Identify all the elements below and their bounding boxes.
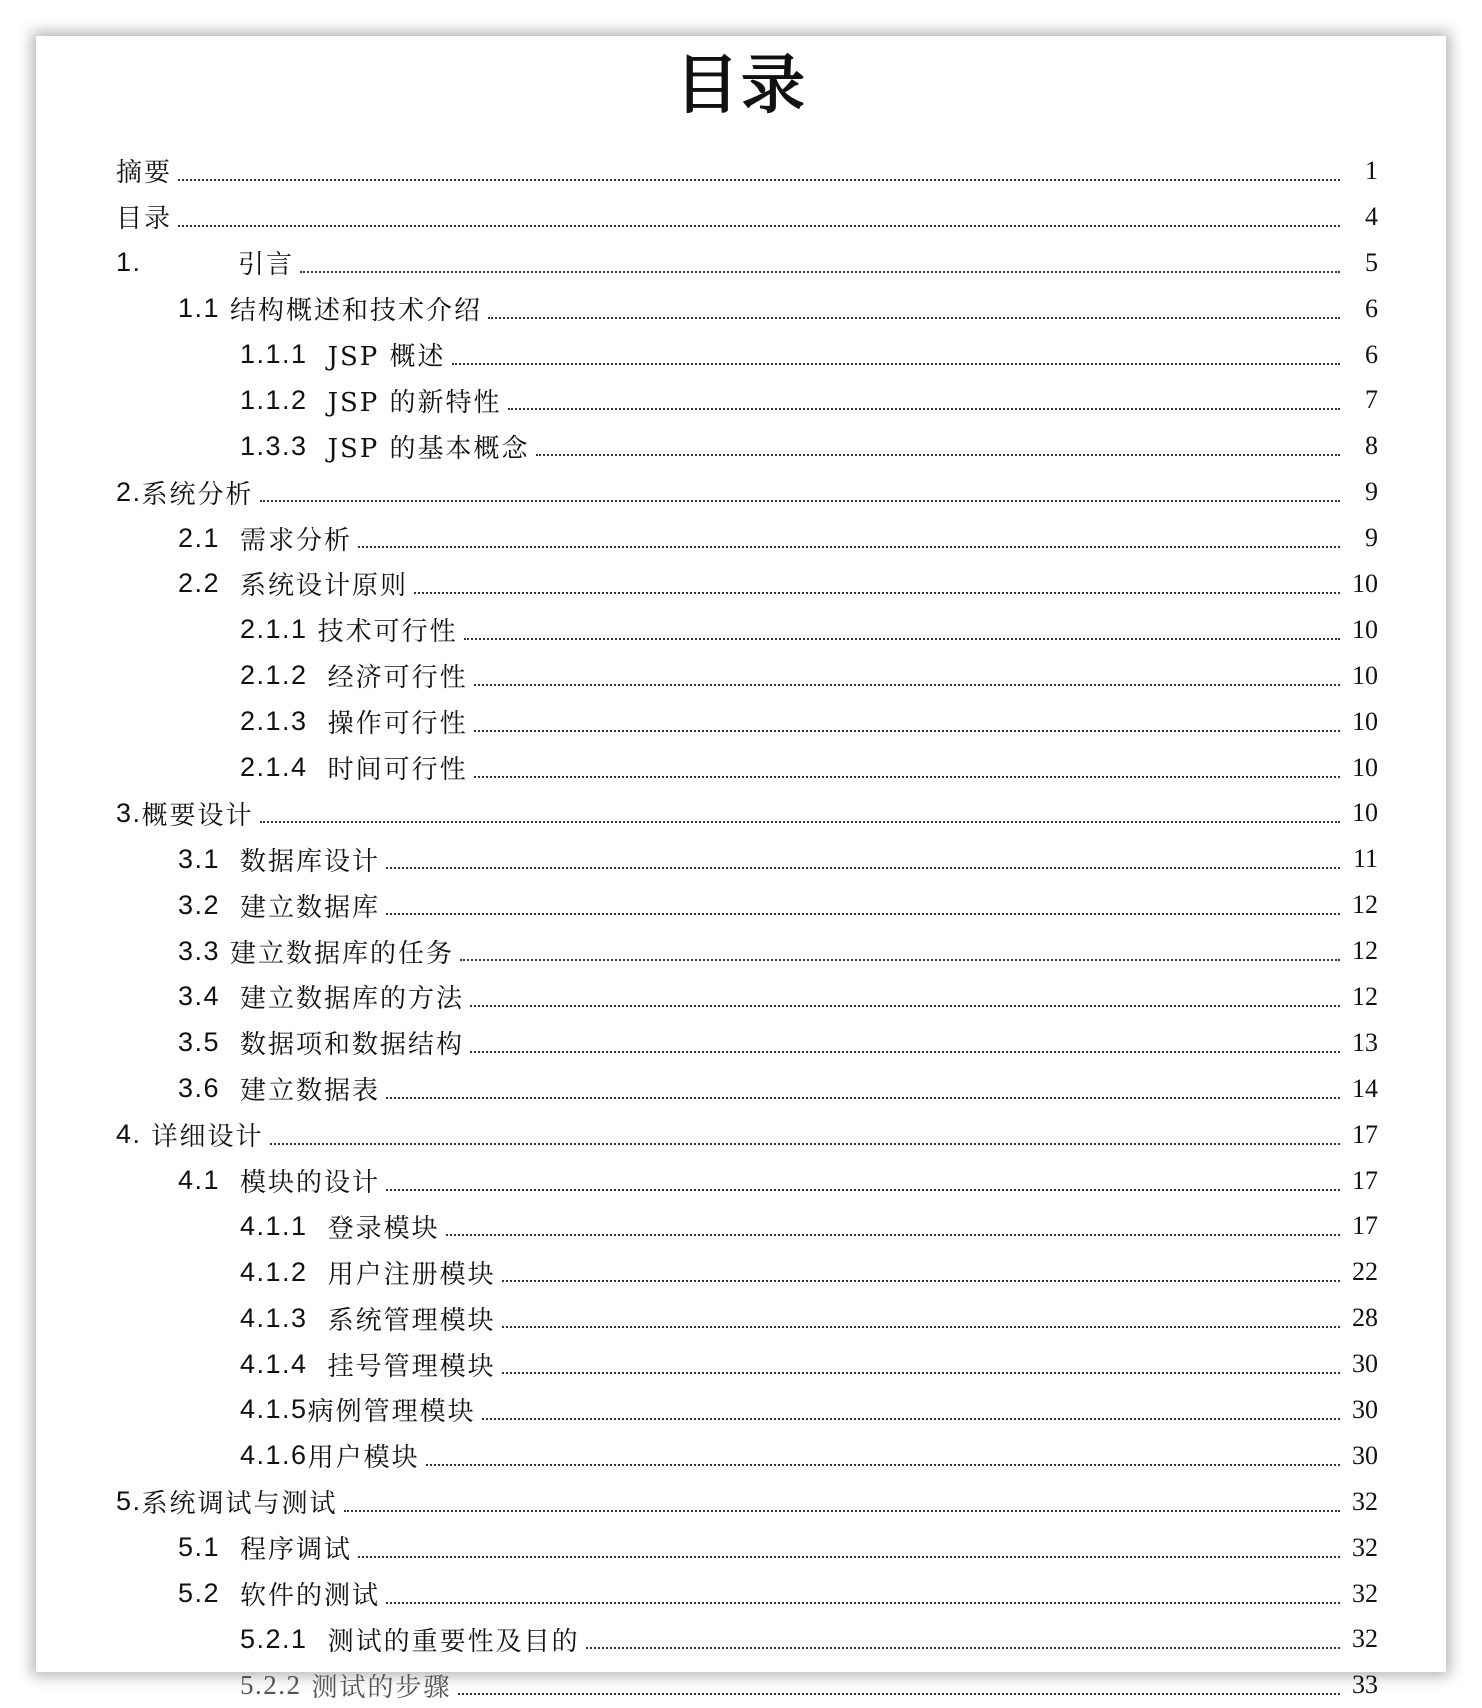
toc-entry-label: 经济可行性 [327,663,468,694]
toc-entry-page: 10 [1352,660,1378,690]
toc-entry-number: 4.1.6 [240,1440,308,1471]
toc-entry-page: 1 [1365,155,1378,185]
toc-entry-5-1[interactable] [116,1525,1378,1571]
toc-entry-label: 建立数据表 [240,1076,381,1107]
toc-entry-label: 技术可行性 [317,617,458,648]
toc-entry-1-3-3[interactable] [116,423,1378,469]
toc-entry-2-1-1[interactable] [116,607,1378,653]
toc-entry-1-1-1[interactable] [116,332,1378,378]
dot-leader [358,1556,1340,1558]
toc-entry-number: 3.1 [178,843,221,874]
table-of-contents [116,148,1378,1708]
toc-entry-page: 32 [1352,1532,1378,1562]
dot-leader [446,1234,1340,1236]
document-page [36,36,1446,1703]
toc-entry-label: 系统分析 [141,479,254,510]
toc-entry-label: 用户模块 [307,1443,420,1474]
toc-entry-1-1-2[interactable] [116,377,1378,423]
dot-leader [260,500,1340,502]
dot-leader [386,867,1340,869]
toc-entry-label: 用户注册模块 [327,1259,496,1290]
toc-entry-label: 建立数据库 [240,892,381,923]
toc-entry-number: 4.1.1 [240,1210,308,1241]
toc-entry-number: 5.2 [178,1578,221,1609]
toc-entry-label: 建立数据库的方法 [240,984,465,1015]
toc-entry-number: 4. [116,1119,142,1150]
dot-leader [470,1005,1340,1007]
dot-leader [508,408,1340,410]
toc-entry-page: 32 [1352,1578,1378,1608]
toc-entry-4-1-4[interactable] [116,1341,1378,1387]
dot-leader [482,1418,1340,1420]
dot-leader [488,317,1340,319]
toc-entry-3-6[interactable] [116,1066,1378,1112]
toc-entry-page: 9 [1365,523,1378,553]
toc-entry-label: 病例管理模块 [307,1397,476,1428]
dot-leader [386,1189,1340,1191]
toc-entry-number: 2.1 [178,522,221,553]
toc-entry-page: 30 [1352,1394,1378,1424]
toc-entry-number: 5.2.2 [240,1669,302,1700]
toc-entry-number: 2. [116,476,142,507]
dot-leader [358,546,1340,548]
toc-entry-label: JSP 的基本概念 [327,433,530,464]
toc-entry-number: 4.1.2 [240,1256,308,1287]
toc-entry-page: 5 [1365,247,1378,277]
toc-entry-number: 3. [116,797,142,828]
dot-leader [260,821,1340,823]
dot-leader [386,1602,1340,1604]
toc-entry-page: 32 [1352,1486,1378,1516]
toc-entry-page: 8 [1365,431,1378,461]
dot-leader [270,1143,1340,1145]
toc-entry-5-2-1[interactable] [116,1617,1378,1663]
toc-entry-number: 1. [116,247,142,278]
toc-entry-page: 12 [1352,890,1378,920]
toc-entry-4-1-6[interactable] [116,1433,1378,1479]
toc-entry-page: 11 [1352,844,1378,874]
toc-entry-2-2[interactable] [116,561,1378,607]
toc-entry-label: 程序调试 [240,1535,353,1566]
toc-entry-1-1[interactable] [116,286,1378,332]
toc-entry-3-1[interactable] [116,836,1378,882]
toc-entry-page: 33 [1352,1670,1378,1700]
toc-title: 目录 [675,49,807,123]
toc-entry-label: 挂号管理模块 [327,1351,496,1382]
toc-entry-label: 摘要 [116,158,173,189]
toc-entry-2-1-4[interactable] [116,745,1378,791]
toc-entry-label: 测试的步骤 [311,1672,452,1703]
dot-leader [586,1647,1340,1649]
dot-leader [452,363,1340,365]
dot-leader [344,1510,1340,1512]
toc-entry-number: 2.1.3 [240,706,308,737]
toc-entry-number: 3.2 [178,889,221,920]
toc-entry-label: 登录模块 [327,1213,440,1244]
toc-entry-number: 4.1.5 [240,1394,308,1425]
dot-leader [426,1464,1340,1466]
toc-entry-label: 系统调试与测试 [141,1489,338,1520]
toc-entry-4-1-2[interactable] [116,1249,1378,1295]
toc-entry-3-4[interactable] [116,974,1378,1020]
toc-entry-page: 30 [1352,1349,1378,1379]
toc-entry-label: 数据项和数据结构 [240,1030,465,1061]
dot-leader [178,225,1340,227]
toc-entry-number: 3.4 [178,981,221,1012]
toc-entry-number: 5.2.1 [240,1623,308,1654]
toc-entry-number: 1.1.2 [240,384,308,415]
toc-entry-label: 需求分析 [240,525,353,556]
toc-entry-page: 12 [1352,981,1378,1011]
toc-entry-page: 6 [1365,293,1378,323]
dot-leader [474,776,1340,778]
toc-entry-label: 概要设计 [141,800,254,831]
toc-entry-number: 3.6 [178,1073,221,1104]
dot-leader [474,730,1340,732]
toc-entry-label: 软件的测试 [240,1581,381,1612]
dot-leader [178,179,1340,181]
toc-entry-4-1-3[interactable] [116,1295,1378,1341]
toc-entry-5-2-2[interactable] [116,1662,1378,1708]
toc-entry-label: JSP 的新特性 [327,387,502,418]
toc-entry-page: 14 [1352,1073,1378,1103]
toc-entry-5[interactable] [116,1479,1378,1525]
toc-entry-label: 目录 [116,204,173,235]
toc-entry-3-2[interactable] [116,882,1378,928]
dot-leader [386,1097,1340,1099]
toc-entry-page: 10 [1352,568,1378,598]
dot-leader [300,271,1340,273]
toc-entry-contents[interactable] [116,194,1378,240]
toc-entry-1[interactable] [116,240,1378,286]
toc-entry-page: 22 [1352,1257,1378,1287]
toc-entry-label: 数据库设计 [240,846,381,877]
dot-leader [460,959,1340,961]
toc-entry-2-1[interactable] [116,515,1378,561]
toc-entry-abstract[interactable] [116,148,1378,194]
toc-entry-label: 建立数据库的任务 [230,938,455,969]
toc-entry-page: 10 [1352,614,1378,644]
toc-entry-label: 系统管理模块 [327,1305,496,1336]
toc-entry-page: 30 [1352,1440,1378,1470]
toc-entry-4-1-5[interactable] [116,1387,1378,1433]
toc-entry-page: 13 [1352,1027,1378,1057]
toc-entry-number: 4.1.4 [240,1348,308,1379]
toc-entry-label: 测试的重要性及目的 [327,1626,580,1657]
dot-leader [470,1051,1340,1053]
dot-leader [502,1372,1340,1374]
toc-entry-2[interactable] [116,469,1378,515]
toc-entry-number: 5. [116,1486,142,1517]
toc-entry-page: 4 [1365,201,1378,231]
dot-leader [474,684,1340,686]
toc-entry-number: 4.1.3 [240,1302,308,1333]
toc-entry-page: 10 [1352,798,1378,828]
toc-entry-page: 28 [1352,1303,1378,1333]
toc-entry-number: 5.1 [178,1532,221,1563]
toc-entry-label: 详细设计 [151,1122,264,1153]
toc-entry-page: 10 [1352,752,1378,782]
toc-entry-page: 9 [1365,477,1378,507]
toc-entry-2-1-2[interactable] [116,653,1378,699]
toc-entry-number: 2.1.2 [240,660,308,691]
toc-entry-page: 17 [1352,1211,1378,1241]
toc-entry-page: 12 [1352,936,1378,966]
dot-leader [536,454,1340,456]
toc-entry-2-1-3[interactable] [116,699,1378,745]
toc-entry-page: 17 [1352,1165,1378,1195]
toc-entry-4[interactable] [116,1112,1378,1158]
toc-entry-page: 7 [1365,385,1378,415]
dot-leader [458,1693,1340,1695]
toc-entry-3-5[interactable] [116,1020,1378,1066]
toc-entry-number: 3.3 [178,935,221,966]
toc-entry-label: 操作可行性 [327,709,468,740]
toc-entry-page: 10 [1352,706,1378,736]
toc-entry-3[interactable] [116,790,1378,836]
toc-entry-number: 3.5 [178,1027,221,1058]
toc-entry-number: 2.1.4 [240,752,308,783]
toc-entry-number: 1.3.3 [240,430,308,461]
toc-entry-3-3[interactable] [116,928,1378,974]
toc-entry-label: 系统设计原则 [240,571,409,602]
toc-entry-label: 模块的设计 [240,1168,381,1199]
toc-entry-label: 引言 [238,250,295,281]
toc-entry-4-1[interactable] [116,1158,1378,1204]
toc-entry-number: 2.1.1 [240,614,308,645]
toc-entry-number: 2.2 [178,568,221,599]
toc-entry-label: JSP 概述 [327,342,446,372]
toc-entry-page: 17 [1352,1119,1378,1149]
dot-leader [502,1280,1340,1282]
toc-entry-page: 6 [1365,339,1378,369]
dot-leader [414,592,1340,594]
toc-entry-label: 结构概述和技术介绍 [230,296,483,327]
toc-entry-number: 4.1 [178,1165,221,1196]
dot-leader [386,913,1340,915]
dot-leader [502,1326,1340,1328]
toc-entry-number: 1.1 [178,293,221,324]
toc-entry-5-2[interactable] [116,1571,1378,1617]
toc-entry-number: 1.1.1 [240,339,308,369]
toc-entry-4-1-1[interactable] [116,1203,1378,1249]
toc-entry-page: 32 [1352,1624,1378,1654]
toc-entry-label: 时间可行性 [327,755,468,786]
dot-leader [464,638,1340,640]
